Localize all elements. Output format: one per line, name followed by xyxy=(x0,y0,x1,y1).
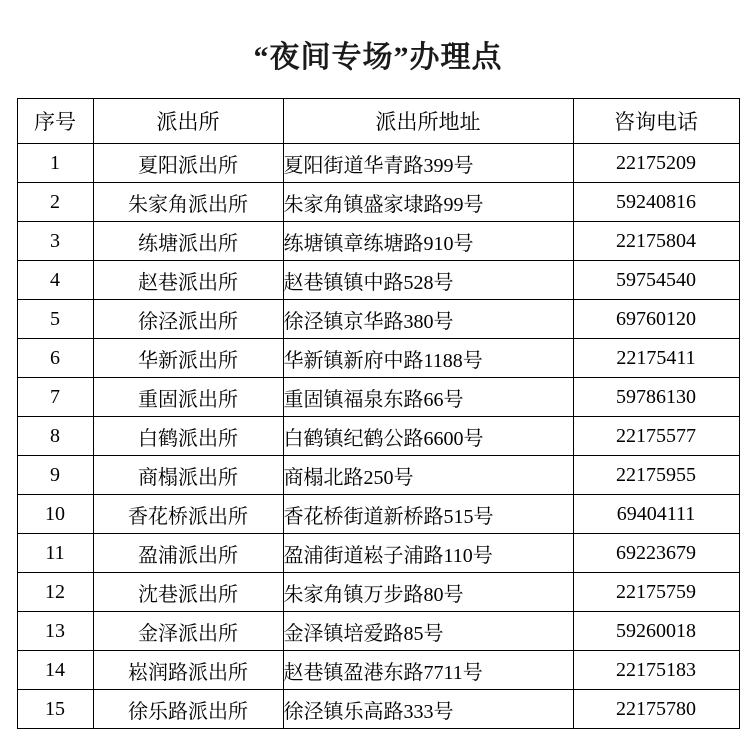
cell-address: 重固镇福泉东路66号 xyxy=(283,378,573,417)
cell-phone: 22175183 xyxy=(573,651,739,690)
cell-index: 1 xyxy=(17,144,93,183)
cell-address: 赵巷镇镇中路528号 xyxy=(283,261,573,300)
cell-index: 2 xyxy=(17,183,93,222)
cell-station: 徐泾派出所 xyxy=(93,300,283,339)
cell-address: 朱家角镇万步路80号 xyxy=(283,573,573,612)
cell-address: 白鹤镇纪鹤公路6600号 xyxy=(283,417,573,456)
cell-index: 7 xyxy=(17,378,93,417)
cell-index: 15 xyxy=(17,690,93,729)
cell-phone: 69223679 xyxy=(573,534,739,573)
cell-index: 9 xyxy=(17,456,93,495)
column-header-index: 序号 xyxy=(17,99,93,144)
cell-index: 3 xyxy=(17,222,93,261)
cell-station: 朱家角派出所 xyxy=(93,183,283,222)
cell-address: 练塘镇章练塘路910号 xyxy=(283,222,573,261)
cell-index: 12 xyxy=(17,573,93,612)
cell-station: 重固派出所 xyxy=(93,378,283,417)
cell-station: 徐乐路派出所 xyxy=(93,690,283,729)
table-row xyxy=(17,222,739,261)
table-row xyxy=(17,417,739,456)
cell-index: 6 xyxy=(17,339,93,378)
table-row xyxy=(17,612,739,651)
column-header-phone: 咨询电话 xyxy=(573,99,739,144)
cell-address: 商榻北路250号 xyxy=(283,456,573,495)
cell-phone: 22175577 xyxy=(573,417,739,456)
table-row xyxy=(17,339,739,378)
cell-address: 夏阳街道华青路399号 xyxy=(283,144,573,183)
table-row xyxy=(17,573,739,612)
cell-phone: 22175411 xyxy=(573,339,739,378)
cell-phone: 59240816 xyxy=(573,183,739,222)
table-row xyxy=(17,183,739,222)
table-row xyxy=(17,144,739,183)
police-station-table xyxy=(17,98,740,729)
column-header-station: 派出所 xyxy=(93,99,283,144)
table-row xyxy=(17,261,739,300)
cell-address: 徐泾镇京华路380号 xyxy=(283,300,573,339)
table-header-row xyxy=(17,99,739,144)
cell-phone: 59260018 xyxy=(573,612,739,651)
cell-station: 沈巷派出所 xyxy=(93,573,283,612)
cell-address: 徐泾镇乐高路333号 xyxy=(283,690,573,729)
table-row xyxy=(17,690,739,729)
cell-station: 华新派出所 xyxy=(93,339,283,378)
cell-index: 4 xyxy=(17,261,93,300)
table-row xyxy=(17,651,739,690)
cell-phone: 69404111 xyxy=(573,495,739,534)
cell-address: 赵巷镇盈港东路7711号 xyxy=(283,651,573,690)
cell-phone: 22175209 xyxy=(573,144,739,183)
cell-phone: 22175804 xyxy=(573,222,739,261)
cell-address: 华新镇新府中路1188号 xyxy=(283,339,573,378)
cell-index: 5 xyxy=(17,300,93,339)
cell-phone: 59754540 xyxy=(573,261,739,300)
table-row xyxy=(17,495,739,534)
cell-station: 金泽派出所 xyxy=(93,612,283,651)
cell-index: 13 xyxy=(17,612,93,651)
cell-station: 白鹤派出所 xyxy=(93,417,283,456)
cell-index: 11 xyxy=(17,534,93,573)
column-header-address: 派出所地址 xyxy=(283,99,573,144)
cell-phone: 22175955 xyxy=(573,456,739,495)
cell-index: 10 xyxy=(17,495,93,534)
table-row xyxy=(17,456,739,495)
cell-phone: 22175759 xyxy=(573,573,739,612)
table-row xyxy=(17,378,739,417)
cell-station: 赵巷派出所 xyxy=(93,261,283,300)
cell-address: 香花桥街道新桥路515号 xyxy=(283,495,573,534)
cell-station: 商榻派出所 xyxy=(93,456,283,495)
cell-station: 盈浦派出所 xyxy=(93,534,283,573)
cell-index: 14 xyxy=(17,651,93,690)
cell-station: 夏阳派出所 xyxy=(93,144,283,183)
cell-address: 朱家角镇盛家埭路99号 xyxy=(283,183,573,222)
cell-phone: 59786130 xyxy=(573,378,739,417)
cell-index: 8 xyxy=(17,417,93,456)
cell-station: 练塘派出所 xyxy=(93,222,283,261)
cell-address: 金泽镇培爱路85号 xyxy=(283,612,573,651)
cell-address: 盈浦街道崧子浦路110号 xyxy=(283,534,573,573)
cell-station: 崧润路派出所 xyxy=(93,651,283,690)
cell-station: 香花桥派出所 xyxy=(93,495,283,534)
cell-phone: 69760120 xyxy=(573,300,739,339)
page-title: “夜间专场”办理点 xyxy=(253,41,503,74)
cell-phone: 22175780 xyxy=(573,690,739,729)
table-row xyxy=(17,300,739,339)
table-row xyxy=(17,534,739,573)
